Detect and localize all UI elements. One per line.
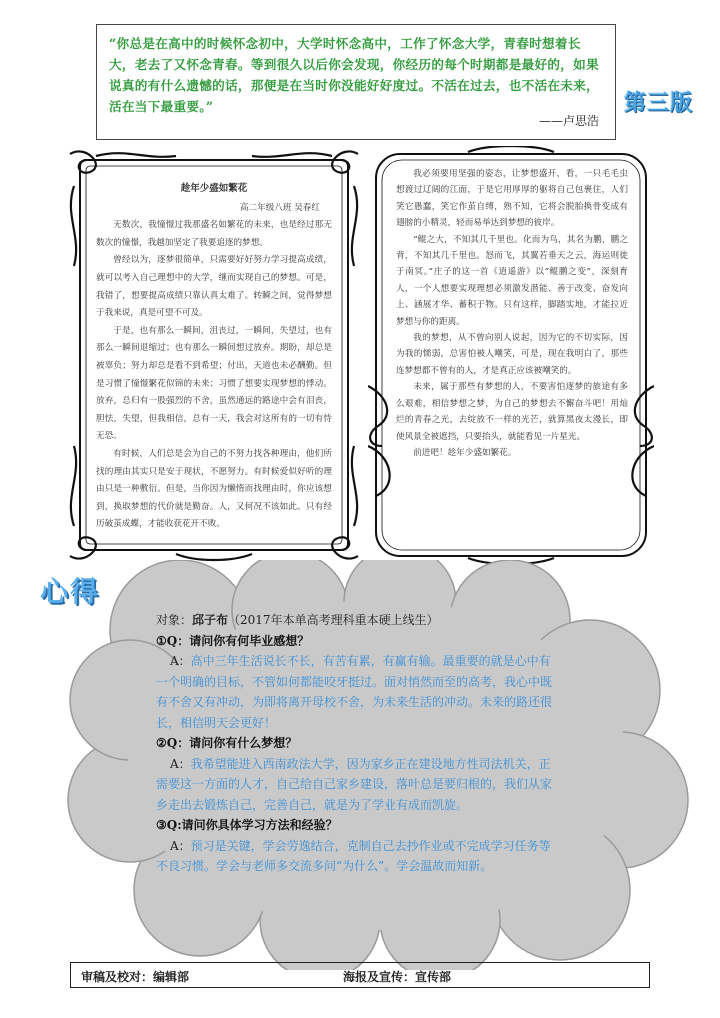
article-paragraph: 有时候，人们总是会为自己的不努力找各种理由，他们所找的理由其实只是安于现状，不愿努力。有时候爱似好听的理由只是一种敷衍。但是，当你因为懒惰而找理由时，你应该想到，换取梦想的代价就是勤奋。人，又何况不该如此。只有经历破茧成蝶，才能收获花开不败。 <box>96 448 332 530</box>
section-title: 心得 <box>40 575 101 608</box>
article-right-column <box>396 166 628 461</box>
footer-credits <box>70 962 650 988</box>
answer-label: A： <box>170 756 191 771</box>
article-paragraph: 我的梦想，从不曾向别人说起，因为它的不切实际，因为我的懦弱，总害怕被人嘲笑，可是，现在我明白了，那些连梦想都不曾有的人，才是真正应该被嘲笑的。 <box>396 333 628 376</box>
interview-answer <box>156 754 556 816</box>
header-quote: “你总是在高中的时候怀念初中，大学时怀念高中，工作了怀念大学，青春时想着长大，老去了又怀念青春。等到很久以后你会发现，你经历的每个时期都是最好的，如果说真的有什么遗憾的话，那便是在当时你没能好好度过。不活在过去，也不活在未来，活在当下最重要。” <box>109 36 599 114</box>
article-byline: 高二年级八班 吴春红 <box>239 202 320 213</box>
article-paragraph: 我必须要用坚强的姿态，让梦想盛开，看，一只毛毛虫想渡过辽阔的江面，于是它用厚厚的躯将自己包裹住，人们笑它愚蠢，笑它作茧自缚，熟不知，它将会脱胎换骨变成有翅膀的小精灵，轻而易举达到梦想的彼岸。 <box>396 169 628 229</box>
answer-text: 高中三年生活说长不长，有苦有累，有赢有输。最重要的就是心中有一个明确的目标，不管如何都能咬牙挺过。面对悄然而至的高考，我心中既有不舍又有冲动，为即将离开母校不舍，为未来生活的冲动。未来的路还很长，相信明天会更好！ <box>156 654 553 730</box>
subject-name: 邱子布 <box>192 613 229 627</box>
article-paragraph: 曾经以为，逐梦很简单，只需要好好努力学习提高成绩，就可以考入自己理想中的大学，继而实现自己的梦想。可是，我错了，想要提高成绩只靠认真太难了。转瞬之间，觉得梦想于我来说，真是可望不可及。 <box>96 255 332 319</box>
interview-question: ②Q：请问你有什么梦想？ <box>156 736 298 750</box>
quote-box <box>96 24 616 140</box>
answer-text: 预习是关键，学会劳逸结合，克制自己去抄作业或不完成学习任务等不良习惯。学会与老师多交流多问“为什么”。学会温故而知新。 <box>156 838 551 873</box>
quote-author: ——卢思浩 <box>538 114 599 128</box>
article-title: 趁年少盛如繁花 <box>180 183 248 194</box>
interview-subject <box>156 610 556 631</box>
footer-publicity-credit: 海报及宣传：宣传部 <box>343 970 452 984</box>
answer-label: A： <box>170 654 191 668</box>
interview-question: ①Q：请问你有何毕业感想？ <box>156 633 310 648</box>
article-paragraph: 前进吧！趁年少盛如繁花。 <box>413 447 517 458</box>
answer-text: 我希望能进入西南政法大学，因为家乡正在建设地方性司法机关，正需要这一方面的人才，自己给自己家乡建设，落叶总是要归根的，我们从家乡走出去锻炼自己，完善自己，就是为了学业有成而凯旋。 <box>156 756 553 812</box>
interview-block <box>156 610 556 877</box>
article-paragraph: 于是，也有那么一瞬间，沮丧过，一瞬间，失望过，也有那么一瞬间退缩过；也有那么一瞬间想过放弃。期盼，却总是被辜负；努力却总是看不到希望；付出，天道也未必酬勤。但是习惯了憧憬繁花似锦的未来；习惯了想要实现梦想的悸动。放弃，总归有一股强烈的不舍，虽然通远的路途中会有泪丧，胆怯，失望，但我相信，总有一天，我会对这所有的一切有恃无恐。 <box>96 325 332 442</box>
article-paragraph: “鲲之大，不知其几千里也。化而为鸟，其名为鹏，鹏之背，不知其几千里也。怒而飞，其翼若垂天之云，海运则徙于南冥。”庄子的这一首《逍遥游》以“鲲鹏之变”，深刻育人，一个人想要实现理想必须激发潜能、善于改变、奋发向上、涵展才华、蓄积于物。只有这样，脚踏实地，才能拉近梦想与你的距离。 <box>396 234 628 327</box>
article-paragraph: 无数次，我憧憬过我那盛名如繁花的未来，也是经过那无数次的憧憬，我越加坚定了我要追逐的梦想。 <box>96 220 332 248</box>
answer-label: A： <box>170 838 191 853</box>
subject-label: 对象： <box>156 613 193 627</box>
interview-question: ③Q:请问你具体学习方法和经验？ <box>156 818 338 832</box>
interview-answer <box>156 651 556 733</box>
edition-title: 第三版 <box>624 91 694 116</box>
footer-editor-credit: 审稿及校对：编辑部 <box>81 970 190 984</box>
subject-note: （2017年本单高考理科重本硬上线生） <box>228 613 439 627</box>
interview-answer <box>156 836 556 877</box>
article-paragraph: 未来，属于那些有梦想的人，不要害怕逐梦的旅途有多么艰难，相信梦想之梦，为自己的梦想去不懈奋斗吧！用灿烂的青春之光，去绽放不一样的光芒，就算黑夜太漫长，即使风景全被遮挡，只要抬头，就能看见一片星光。 <box>396 382 628 442</box>
article-left-column <box>96 180 332 534</box>
article-frame-left <box>66 146 362 564</box>
article-frame-right <box>368 146 654 564</box>
